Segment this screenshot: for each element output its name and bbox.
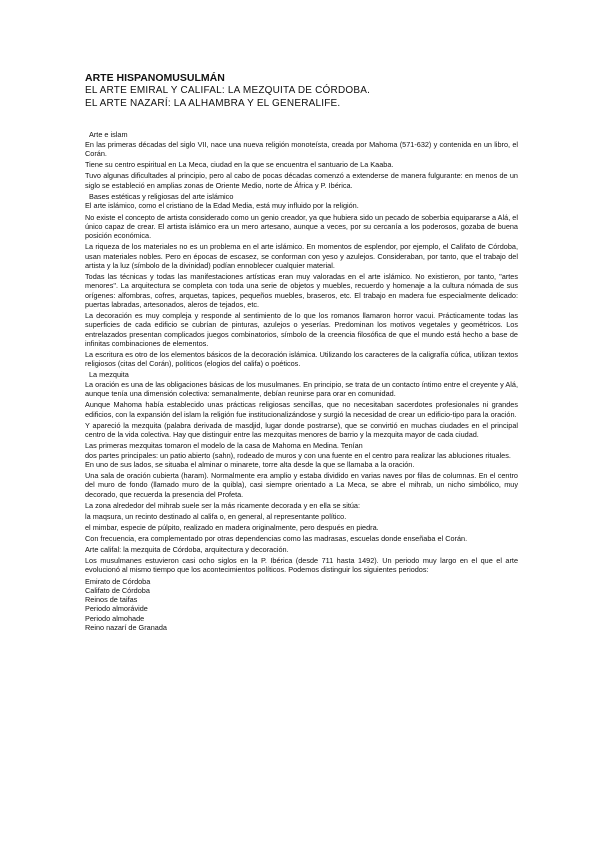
period-list-item: Reinos de taifas (85, 595, 138, 605)
section-heading-bases-esteticas: Bases estéticas y religiosas del arte islámico (89, 191, 234, 201)
paragraph: En las primeras décadas del siglo VII, nace una nueva religión monoteísta, creada por Mahoma (571-632) y contenida en un libro, el Corán. (85, 139, 518, 159)
section-heading-arte-e-islam: Arte e islam (89, 130, 128, 139)
paragraph: Tuvo algunas dificultades al principio, pero al cabo de pocas décadas comenzó a extenderse de manera fulgurante: en menos de un siglo se estableció en amplias zonas de Oriente Medio, norte de África y P. Ibérica. (85, 171, 518, 190)
paragraph: La oración es una de las obligaciones básicas de los musulmanes. En principio, se trata de un contacto íntimo entre el creyente y Alá, aunque tenía una dimensión colectiva: semanalmente, debían reunirse para orar en comunidad. (85, 380, 518, 399)
subtitle-nazari: EL ARTE NAZARÍ: LA ALHAMBRA Y EL GENERALIFE. (85, 97, 341, 109)
paragraph: Una sala de oración cubierta (haram). Normalmente era amplio y estaba dividido en varias naves por filas de columnas. En el centro del muro de fondo (llamado muro de la quibla), casi siempre orientado a La Meca, se abre el mihrab, un nicho simbólico, muy decorado, que recuerda la presencia del Profeta. (85, 470, 518, 499)
subtitle-emiral-califal: EL ARTE EMIRAL Y CALIFAL: LA MEZQUITA DE CÓRDOBA. (85, 85, 371, 96)
paragraph: Y apareció la mezquita (palabra derivada de masdjid, lugar donde postrarse), que se convirtió en muchas ciudades en el principal centro de la vida colectiva. Hay que distinguir entre las mezquitas menores de barrio y la mezquita mayor de cada ciudad. (85, 420, 518, 440)
section-heading-arte-califal: Arte califal: la mezquita de Córdoba, arquitectura y decoración. (85, 545, 289, 555)
paragraph: La escritura es otro de los elementos básicos de la decoración islámica. Utilizando los caracteres de la caligrafía cúfica, utilizan textos religiosos (citas del Corán), políticos (elogios del califa) o poéticos. (85, 349, 518, 369)
document-title: ARTE HISPANOMUSULMÁN (85, 72, 225, 84)
paragraph: El arte islámico, como el cristiano de la Edad Media, está muy influido por la religión. (85, 201, 359, 211)
section-heading-mezquita: La mezquita (89, 370, 129, 380)
paragraph: Todas las técnicas y todas las manifestaciones artísticas eran muy valoradas en el arte islámico. No existieron, por tanto, "artes menores". La arquitectura se completa con toda una serie de objetos y muebles, recuerdo y homenaje a la cultura nómada de sus orígenes: alfombras, cofres, arquetas, tapices, pequeños muebles, braseros, etc. El trabajo en madera fue especialmente delicado: puertas labradas, artesonados, aleros de tejados, etc. (85, 271, 518, 309)
paragraph: Con frecuencia, era complementado por otras dependencias como las madrasas, escuelas donde enseñaba el Corán. (85, 533, 468, 543)
paragraph: Tiene su centro espiritual en La Meca, ciudad en la que se encuentra el santuario de La Kaaba. (85, 160, 394, 170)
period-list-item: Califato de Córdoba (85, 585, 150, 595)
paragraph: dos partes principales: un patio abierto (sahn), rodeado de muros y con una fuente en el centro para realizar las abluciones rituales. En uno de sus lados, se situaba el alminar o minarete, torre alta desde la que se llamaba a la oración. (85, 450, 511, 469)
paragraph: Aunque Mahoma había establecido unas prácticas religiosas sencillas, que no necesitaban sacerdotes profesionales ni grandes edificios, con la expansión del islam la religión fue institucionalizándose y surgió la necesidad de crear un edificio-tipo para la oración. (85, 400, 518, 419)
document-header (85, 72, 525, 110)
paragraph: la maqsura, un recinto destinado al califa o, en general, al representante político. (85, 511, 347, 521)
period-list-item: Periodo almorávide (85, 604, 148, 614)
paragraph: La decoración es muy compleja y responde al sentimiento de lo que los romanos llamaron horror vacui. Prácticamente todas las superficies de cada edificio se cubrían de pinturas, azulejos o yeserías. Predominan los motivos vegetales y geométricos. Los entrelazados presentan complicados juegos combinatorios, símbolo de la creencia filosófica de que el mundo está hecho a base de infinitas combinaciones de elementos. (85, 310, 518, 348)
paragraph: La riqueza de los materiales no es un problema en el arte islámico. En momentos de esplendor, por ejemplo, el Califato de Córdoba, usan materiales nobles. Pero en épocas de escasez, se conforman con yeso y azulejos. Consideraban, por tanto, que el trabajo del artista y la luz (símbolo de la divinidad) podían ennoblecer cualquier material. (85, 242, 518, 270)
period-list-item: Reino nazarí de Granada (85, 622, 167, 632)
period-list-item: Emirato de Córdoba (85, 576, 151, 586)
document-body (85, 130, 518, 632)
paragraph: No existe el concepto de artista considerado como un genio creador, ya que hubiera sido un pecado de soberbia equipararse a Alá, el único capaz de crear. El artista islámico era un mero artesano, aunque a veces, por su cercanía a los poderosos, gozaba de buena posición económica. (85, 212, 518, 241)
paragraph: Las primeras mezquitas tomaron el modelo de la casa de Mahoma en Medina. Tenían (85, 441, 363, 451)
paragraph: el mimbar, especie de púlpito, realizado en madera originalmente, pero después en piedra. (85, 522, 379, 532)
paragraph: La zona alrededor del mihrab suele ser la más ricamente decorada y en ella se sitúa: (85, 500, 361, 510)
paragraph: Los musulmanes estuvieron casi ocho siglos en la P. Ibérica (desde 711 hasta 1492). Un periodo muy largo en el que el arte evolucionó al mismo tiempo que los acontecimientos políticos. Podemos distinguir los siguientes periodos: (85, 556, 518, 575)
period-list-item: Periodo almohade (85, 613, 145, 623)
